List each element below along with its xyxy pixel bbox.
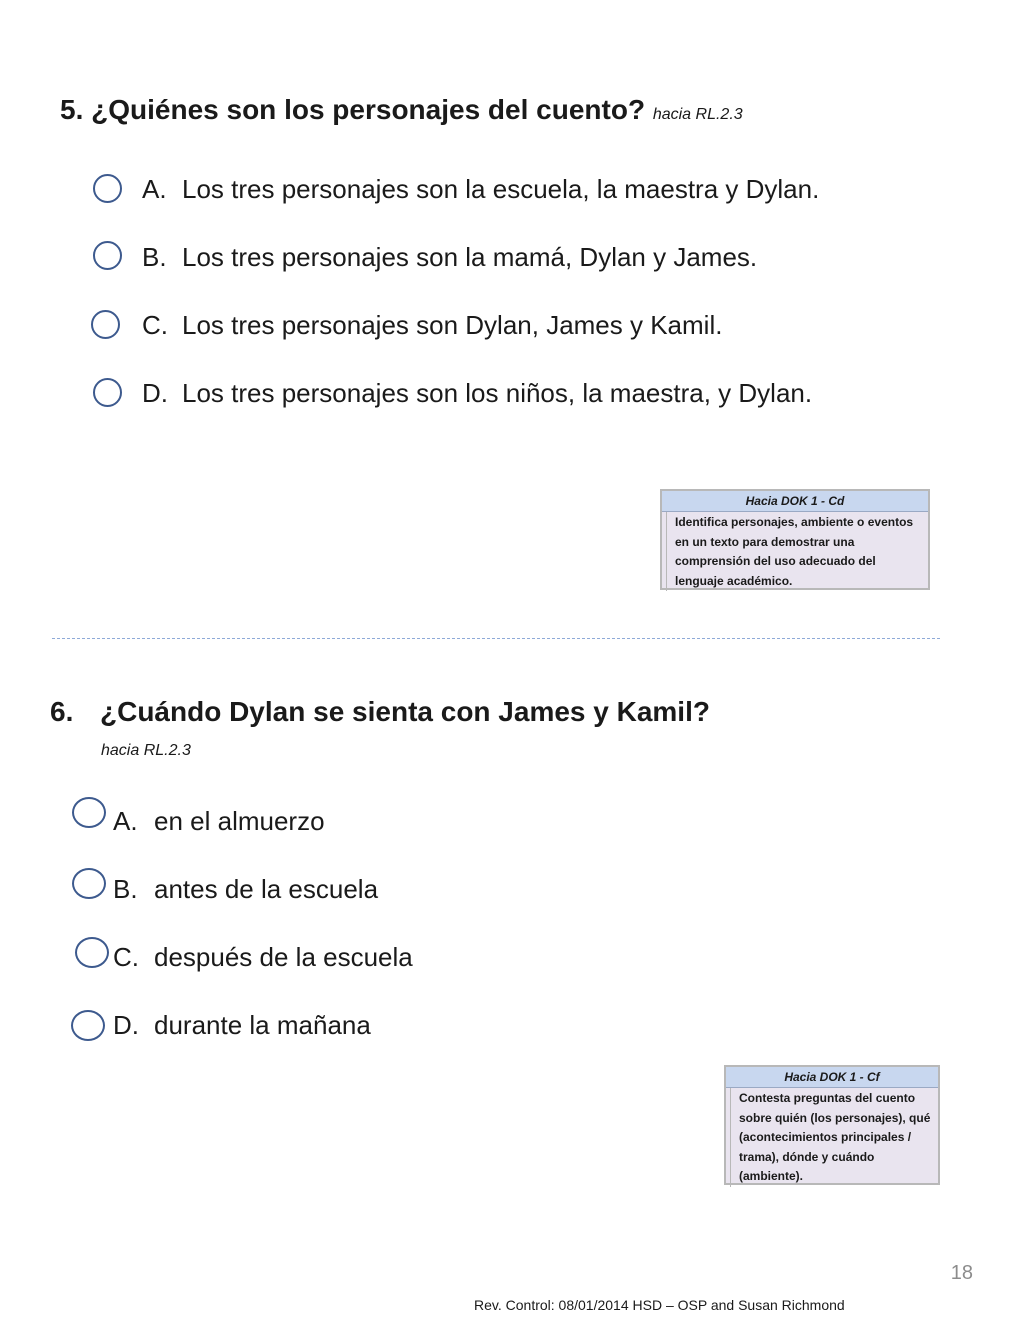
radio-circle-icon[interactable]: [72, 797, 106, 828]
dok-line: lenguaje académico.: [675, 573, 793, 588]
dok-line: en un texto para demostrar una: [675, 534, 855, 549]
option-letter: C.: [113, 942, 139, 972]
question-6-standard: hacia RL.2.3: [101, 742, 191, 759]
dok-description: [730, 1088, 938, 1187]
option-letter: B.: [113, 874, 138, 904]
radio-circle-icon[interactable]: [93, 174, 122, 203]
question-5-number: 5.: [60, 94, 84, 125]
dok-line: Identifica personajes, ambiente o eventos: [675, 515, 914, 529]
option-text: Los tres personajes son Dylan, James y Kamil.: [182, 310, 723, 340]
dok-line: (acontecimientos principales /: [739, 1130, 912, 1144]
dok-line: comprensión del uso adecuado del: [675, 554, 876, 568]
radio-circle-icon[interactable]: [75, 937, 109, 968]
question-5-standard: hacia RL.2.3: [652, 106, 743, 123]
question-6-number: 6.: [50, 696, 74, 727]
dok-line: sobre quién (los personajes), qué: [739, 1110, 931, 1125]
option-text: Los tres personajes son los niños, la maestra, y Dylan.: [182, 378, 813, 408]
option-text: antes de la escuela: [154, 874, 379, 904]
option-text: en el almuerzo: [154, 806, 325, 836]
option-letter: A.: [113, 806, 138, 836]
option-letter: C.: [142, 310, 168, 340]
option-text: Los tres personajes son la escuela, la maestra y Dylan.: [182, 174, 820, 204]
dok-box-question-5: [660, 489, 930, 590]
radio-circle-icon[interactable]: [72, 868, 106, 899]
option-text: Los tres personajes son la mamá, Dylan y James.: [182, 242, 758, 272]
radio-circle-icon[interactable]: [71, 1010, 105, 1041]
option-letter: A.: [142, 174, 167, 204]
footer-revision: Rev. Control: 08/01/2014 HSD – OSP and Susan Richmond: [474, 1297, 845, 1313]
section-divider: [52, 638, 940, 639]
question-6-prompt: ¿Cuándo Dylan se sienta con James y Kamil?: [100, 696, 710, 727]
dok-header: Hacia DOK 1 - Cd: [662, 491, 928, 512]
dok-header: Hacia DOK 1 - Cf: [726, 1067, 938, 1088]
dok-box-question-6: [724, 1065, 940, 1185]
question-6-title: [50, 696, 73, 728]
dok-line: Contesta preguntas del cuento: [739, 1091, 916, 1105]
option-letter: B.: [142, 242, 167, 272]
dok-line: trama), dónde y cuándo: [739, 1149, 875, 1164]
question-5-title: [60, 94, 743, 126]
dok-line: (ambiente).: [739, 1169, 804, 1183]
option-letter: D.: [142, 378, 168, 408]
option-letter: D.: [113, 1010, 139, 1040]
option-text: durante la mañana: [154, 1010, 371, 1040]
question-5-prompt: ¿Quiénes son los personajes del cuento?: [91, 94, 646, 125]
radio-circle-icon[interactable]: [93, 378, 122, 407]
page-number: 18: [950, 1262, 973, 1284]
option-text: después de la escuela: [154, 942, 413, 972]
radio-circle-icon[interactable]: [91, 310, 120, 339]
radio-circle-icon[interactable]: [93, 241, 122, 270]
dok-description: [666, 512, 928, 591]
